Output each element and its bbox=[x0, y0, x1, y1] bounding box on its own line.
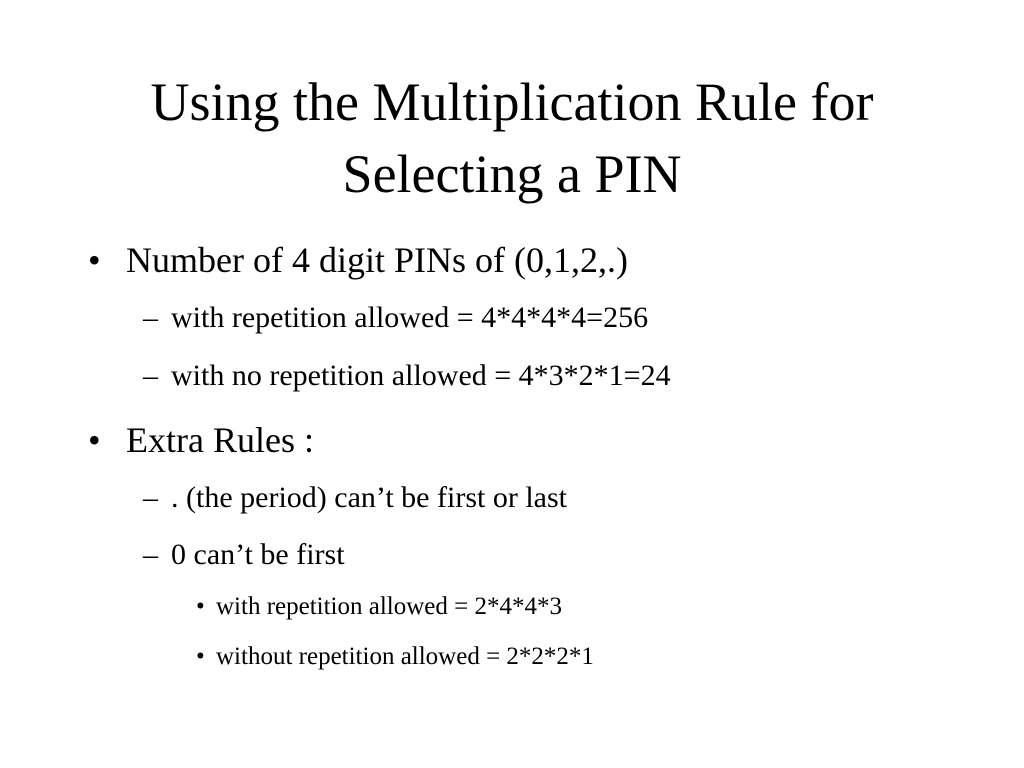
bullet-text: with no repetition allowed = 4*3*2*1=24 bbox=[171, 359, 671, 392]
dash-marker: – bbox=[143, 359, 158, 392]
bullet-marker: • bbox=[196, 593, 205, 620]
bullet-text: without repetition allowed = 2*2*2*1 bbox=[216, 643, 594, 670]
bullet-marker: • bbox=[196, 643, 205, 670]
bullet-marker: • bbox=[88, 420, 101, 460]
bullet-text: Number of 4 digit PINs of (0,1,2,.) bbox=[126, 240, 628, 280]
dash-marker: – bbox=[143, 481, 158, 514]
bullet-text: 0 can’t be first bbox=[171, 538, 345, 571]
bullet-text: . (the period) can’t be first or last bbox=[171, 481, 567, 514]
slide-title-line-2: Selecting a PIN bbox=[342, 144, 682, 204]
slide-title-line-1: Using the Multiplication Rule for bbox=[150, 72, 874, 132]
dash-marker: – bbox=[143, 538, 158, 571]
bullet-text: Extra Rules : bbox=[126, 420, 314, 460]
bullet-text: with repetition allowed = 4*4*4*4=256 bbox=[171, 301, 649, 334]
dash-marker: – bbox=[143, 301, 158, 334]
bullet-text: with repetition allowed = 2*4*4*3 bbox=[216, 593, 562, 620]
bullet-marker: • bbox=[88, 240, 101, 280]
